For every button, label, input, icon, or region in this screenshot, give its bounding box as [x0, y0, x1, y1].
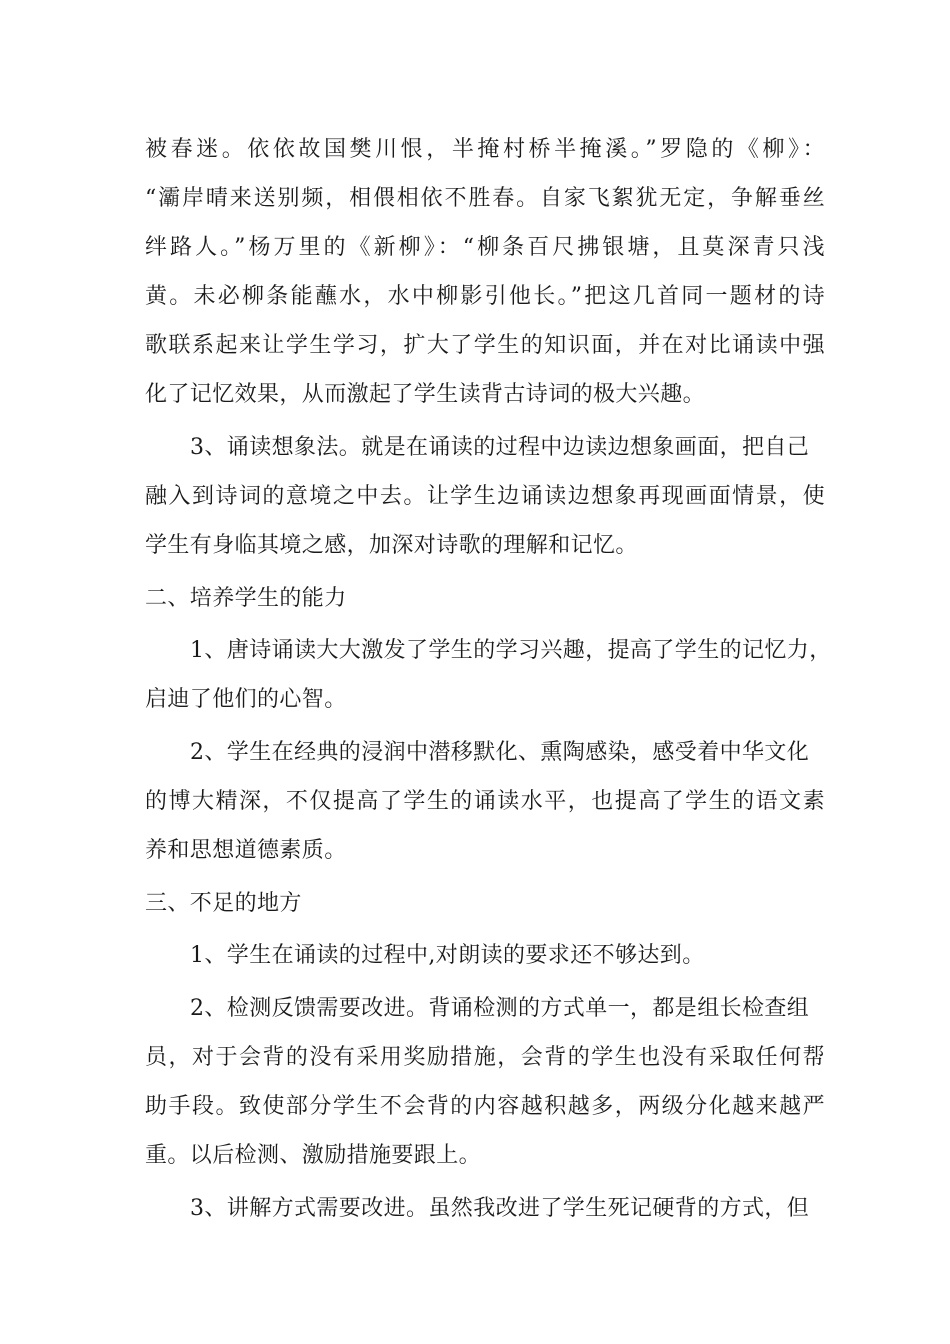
- text-line-8: 融入到诗词的意境之中去。让学生边诵读边想象再现画面情景，使: [145, 484, 825, 509]
- text-line-20: 助手段。致使部分学生不会背的内容越积越多，两级分化越来越严: [145, 1094, 825, 1119]
- text-line-11: 1、唐诗诵读大大激发了学生的学习兴趣，提高了学生的记忆力，: [190, 638, 832, 663]
- text-line-18: 2、检测反馈需要改进。背诵检测的方式单一，都是组长检查组: [190, 996, 810, 1021]
- text-line-1: 被春迷。依依故国樊川恨，半掩村桥半掩溪。”罗隐的《柳》：: [145, 137, 825, 162]
- text-line-22: 3、讲解方式需要改进。虽然我改进了学生死记硬背的方式，但: [190, 1196, 810, 1221]
- text-line-4: 黄。未必柳条能蘸水，水中柳影引他长。”把这几首同一题材的诗: [145, 284, 825, 309]
- text-line-7: 3、诵读想象法。就是在诵读的过程中边读边想象画面，把自己: [190, 435, 810, 460]
- text-line-13: 2、学生在经典的浸润中潜移默化、熏陶感染，感受着中华文化: [190, 740, 810, 765]
- text-line-17: 1、学生在诵读的过程中,对朗读的要求还不够达到。: [190, 943, 705, 968]
- text-line-3: 绊路人。”杨万里的《新柳》：“柳条百尺拂银塘，且莫深青只浅: [145, 235, 825, 260]
- section-heading-2: 二、培养学生的能力: [145, 586, 347, 611]
- text-line-15: 养和思想道德素质。: [145, 838, 347, 863]
- text-line-21: 重。以后检测、激励措施要跟上。: [145, 1143, 482, 1168]
- text-line-2: “灞岸晴来送别频，相偎相依不胜春。自家飞絮犹无定，争解垂丝: [145, 186, 825, 211]
- text-line-6: 化了记忆效果，从而激起了学生读背古诗词的极大兴趣。: [145, 382, 706, 407]
- text-line-14: 的博大精深，不仅提高了学生的诵读水平，也提高了学生的语文素: [145, 789, 825, 814]
- section-heading-3: 三、不足的地方: [145, 891, 302, 916]
- text-line-5: 歌联系起来让学生学习，扩大了学生的知识面，并在对比诵读中强: [145, 333, 825, 358]
- text-line-9: 学生有身临其境之感，加深对诗歌的理解和记忆。: [145, 533, 638, 558]
- text-line-19: 员，对于会背的没有采用奖励措施，会背的学生也没有采取任何帮: [145, 1045, 825, 1070]
- text-line-12: 启迪了他们的心智。: [145, 687, 347, 712]
